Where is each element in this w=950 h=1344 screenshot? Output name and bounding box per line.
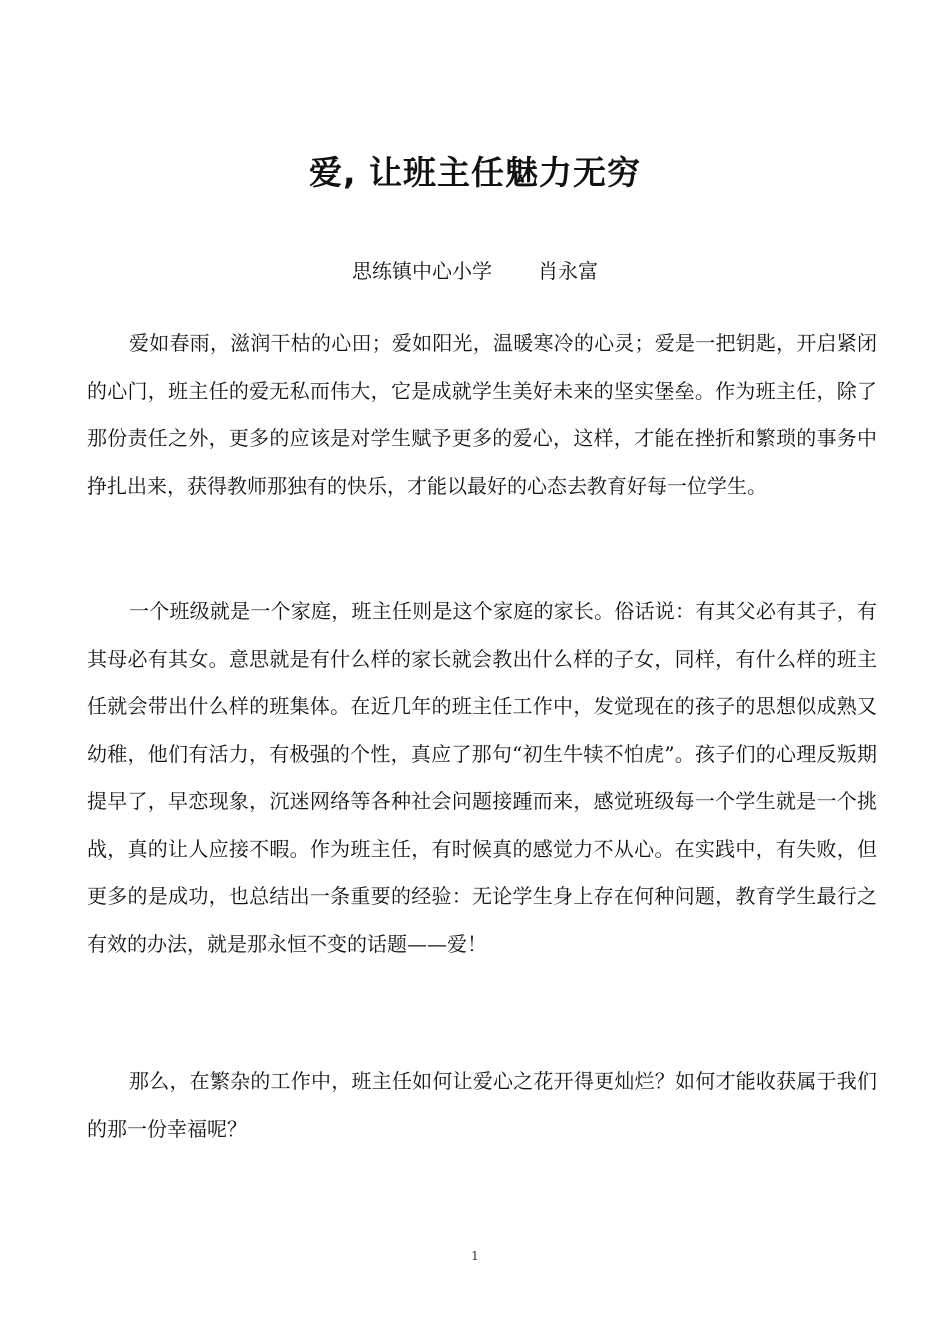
- body-paragraph-1: 爱如春雨，滋润干枯的心田；爱如阳光，温暖寒冷的心灵；爱是一把钥匙，开启紧闭的心门，班主任的爱无私而伟大，它是成就学生美好未来的坚实堡垒。作为班主任，除了那份责任之外，更多的应该是对学生赋予更多的爱心，这样，才能在挫折和繁琐的事务中挣扎出来，获得教师那独有的快乐，才能以最好的心态去教育好每一位学生。: [87, 331, 877, 498]
- author-name: 肖永富: [538, 259, 598, 283]
- author-school: 思练镇中心小学: [352, 259, 492, 283]
- body-paragraph-3: 那么，在繁杂的工作中，班主任如何让爱心之花开得更灿烂？如何才能收获属于我们的那一份幸福呢？: [87, 1069, 877, 1141]
- document-title: 爱, 让班主任魅力无穷: [308, 153, 642, 192]
- body-paragraph-2: 一个班级就是一个家庭，班主任则是这个家庭的家长。俗话说：有其父必有其子，有其母必有其女。意思就是有什么样的家长就会教出什么样的子女，同样，有什么样的班主任就会带出什么样的班集体。在近几年的班主任工作中，发觉现在的孩子的思想似成熟又幼稚，他们有活力，有极强的个性，真应了那句“初生牛犊不怕虎”。孩子们的心理反叛期提早了，早恋现象，沉迷网络等各种社会问题接踵而来，感觉班级每一个学生就是一个挑战，真的让人应接不暇。作为班主任，有时候真的感觉力不从心。在实践中，有失败，但更多的是成功，也总结出一条重要的经验：无论学生身上存在何种问题，教育学生最行之有效的办法，就是那永恒不变的话题——爱！: [87, 599, 877, 956]
- author-byline: [0, 254, 950, 288]
- page-number: 1: [471, 1249, 479, 1263]
